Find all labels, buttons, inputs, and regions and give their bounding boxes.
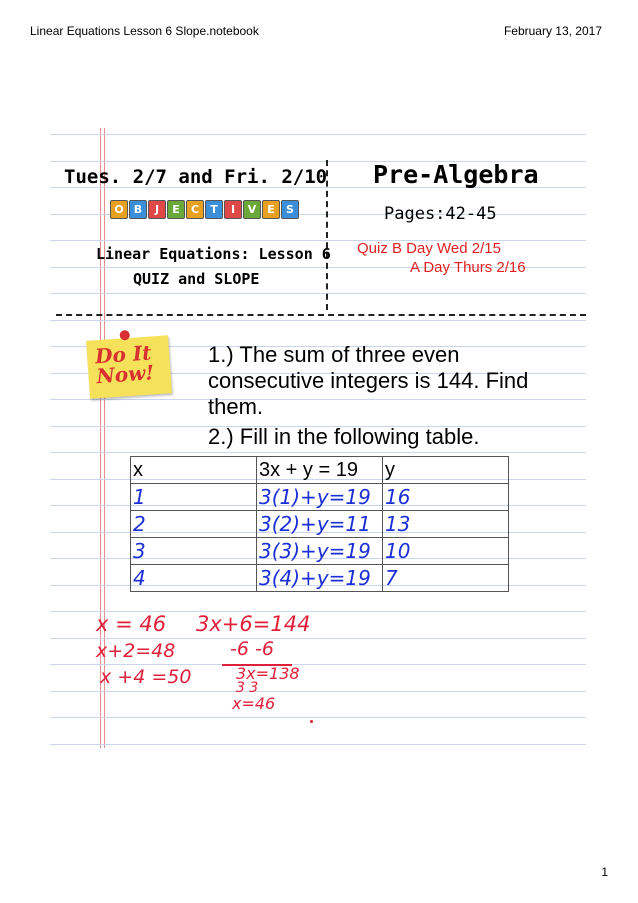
ruled-line [50,664,586,665]
header-filename: Linear Equations Lesson 6 Slope.notebook [30,24,259,38]
objectives-letter-block: V [243,200,261,219]
lesson-subtitle: QUIZ and SLOPE [133,270,260,288]
objectives-letter-block: O [110,200,128,219]
cell-y: 16 [383,484,509,511]
cell-equation: 3(2)+y=11 [257,511,383,538]
objectives-blocks [110,200,299,219]
table-row [131,484,509,511]
objectives-letter-block: E [167,200,185,219]
cell-x: 3 [131,538,257,565]
table-header-x: x [131,457,257,484]
ruled-line [50,638,586,639]
objectives-letter-block: B [129,200,147,219]
objectives-letter-block: T [205,200,223,219]
cell-y: 13 [383,511,509,538]
table-header-row [131,457,509,484]
cell-equation: 3(3)+y=19 [257,538,383,565]
quiz-date-b: Quiz B Day Wed 2/15 [357,240,501,257]
work-divide: 3 3 [236,680,259,696]
question-1-line-2: consecutive integers is 144. Find [208,368,529,393]
work-x: x = 46 [96,612,167,636]
objectives-letter-block: E [262,200,280,219]
xy-table [130,456,509,592]
cell-x: 2 [131,511,257,538]
ruled-line [50,452,586,453]
table-header-equation: 3x + y = 19 [257,457,383,484]
work-simplified: 3x=138 [236,664,300,683]
work-x-plus-2: x+2=48 [96,640,176,662]
red-dot [310,720,313,723]
divider-horizontal [56,314,586,316]
sticky-line-1: Do It [94,340,153,369]
work-x-plus-4: x +4 =50 [100,666,192,688]
work-subtract: -6 -6 [230,638,274,660]
question-1-line-3: them. [208,394,264,419]
table-row [131,511,509,538]
ruled-line [50,717,586,718]
objectives-letter-block: I [224,200,242,219]
question-1-line-1: 1.) The sum of three even [208,342,460,367]
pages-label: Pages:42-45 [384,204,497,224]
question-2: 2.) Fill in the following table. [208,424,480,449]
cell-equation: 3(1)+y=19 [257,484,383,511]
work-equation: 3x+6=144 [196,612,311,636]
ruled-line [50,240,586,241]
quiz-date-a: A Day Thurs 2/16 [410,259,526,276]
sticky-line-2: Now! [95,360,155,389]
do-it-now-sticky-note [86,335,172,399]
objectives-letter-block: C [186,200,204,219]
ruled-line [50,320,586,321]
header-date: February 13, 2017 [503,24,602,38]
ruled-line [50,134,586,135]
cell-y: 7 [383,565,509,592]
ruled-line [50,744,586,745]
subject-title: Pre-Algebra [373,160,539,189]
ruled-line [50,399,586,400]
cell-y: 10 [383,538,509,565]
pushpin-icon [119,330,130,341]
ruled-line [50,691,586,692]
table-row [131,565,509,592]
lesson-dates: Tues. 2/7 and Fri. 2/10 [64,166,328,188]
cell-x: 4 [131,565,257,592]
cell-equation: 3(4)+y=19 [257,565,383,592]
ruled-line [50,293,586,294]
lesson-title: Linear Equations: Lesson 6 [96,245,331,263]
objectives-letter-block: J [148,200,166,219]
table-row [131,538,509,565]
objectives-letter-block: S [281,200,299,219]
work-answer: x=46 [232,694,276,713]
table-header-y: y [383,457,509,484]
cell-x: 1 [131,484,257,511]
page-number: 1 [601,865,608,879]
